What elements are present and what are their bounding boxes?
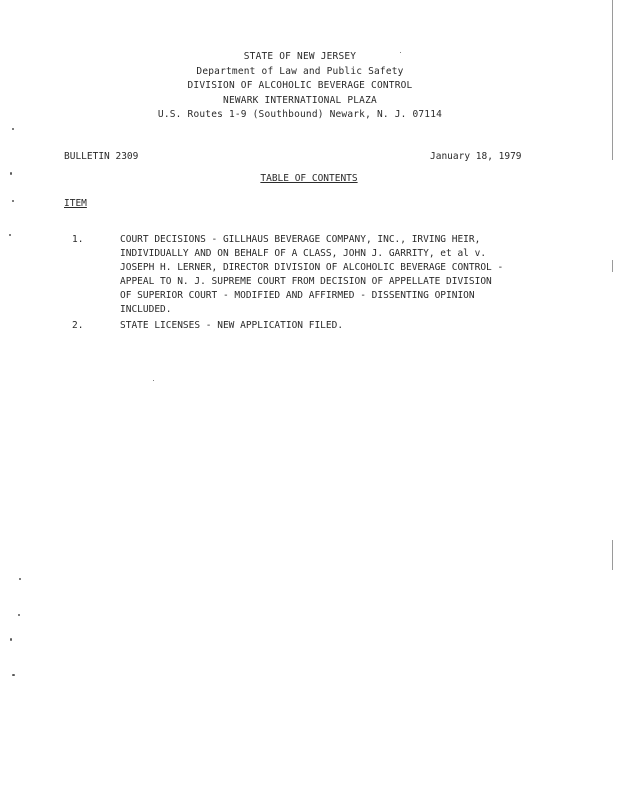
toc-item-text: STATE LICENSES - NEW APPLICATION FILED. xyxy=(120,320,344,331)
item-column-header: ITEM xyxy=(64,198,87,209)
toc-item xyxy=(72,233,542,317)
letterhead-plaza: NEWARK INTERNATIONAL PLAZA xyxy=(223,94,377,106)
scan-edge-line xyxy=(612,540,613,570)
scan-speck xyxy=(10,638,12,641)
toc-item-number: 2. xyxy=(72,320,84,331)
toc-item xyxy=(72,319,542,333)
letterhead-address: U.S. Routes 1-9 (Southbound) Newark, N. J. 07114 xyxy=(157,109,443,120)
scan-speck xyxy=(9,234,11,236)
scan-speck xyxy=(18,614,20,616)
scan-speck xyxy=(12,200,14,202)
scan-speck xyxy=(12,674,15,676)
toc-title-text: TABLE OF CONTENTS xyxy=(260,173,358,184)
letterhead-department: Department of Law and Public Safety xyxy=(196,65,404,77)
letterhead-division: DIVISION OF ALCOHOLIC BEVERAGE CONTROL xyxy=(187,80,413,91)
scan-speck xyxy=(12,128,14,130)
scan-edge-line xyxy=(612,260,613,272)
scan-speck xyxy=(400,52,401,53)
scan-edge-line xyxy=(612,0,613,160)
bulletin-date: January 18, 1979 xyxy=(430,151,522,162)
scan-speck xyxy=(19,578,21,580)
toc-title xyxy=(0,172,618,186)
toc-item-text: COURT DECISIONS - GILLHAUS BEVERAGE COMPANY, INC., IRVING HEIR, INDIVIDUALLY AND ON BEHALF OF A CLASS, JOHN J. GARRITY, et al v. JOSEPH H. LERNER, DIRECTOR DIVISION OF ALCOHOLIC BEVERAGE CONTROL - APPEAL TO N. J. SUPREME COURT FROM DECISION OF APPELLATE DIVISION OF SUPERIOR COURT - MODIFIED AND AFFIRMED - DISSENTING OPINION INCLUDED. xyxy=(120,234,504,315)
scan-speck xyxy=(153,380,154,381)
bulletin-number: BULLETIN 2309 xyxy=(64,151,139,162)
letterhead xyxy=(100,50,500,123)
scan-speck xyxy=(10,172,12,175)
toc-item-number: 1. xyxy=(72,234,84,245)
letterhead-state: STATE OF NEW JERSEY xyxy=(243,51,357,62)
